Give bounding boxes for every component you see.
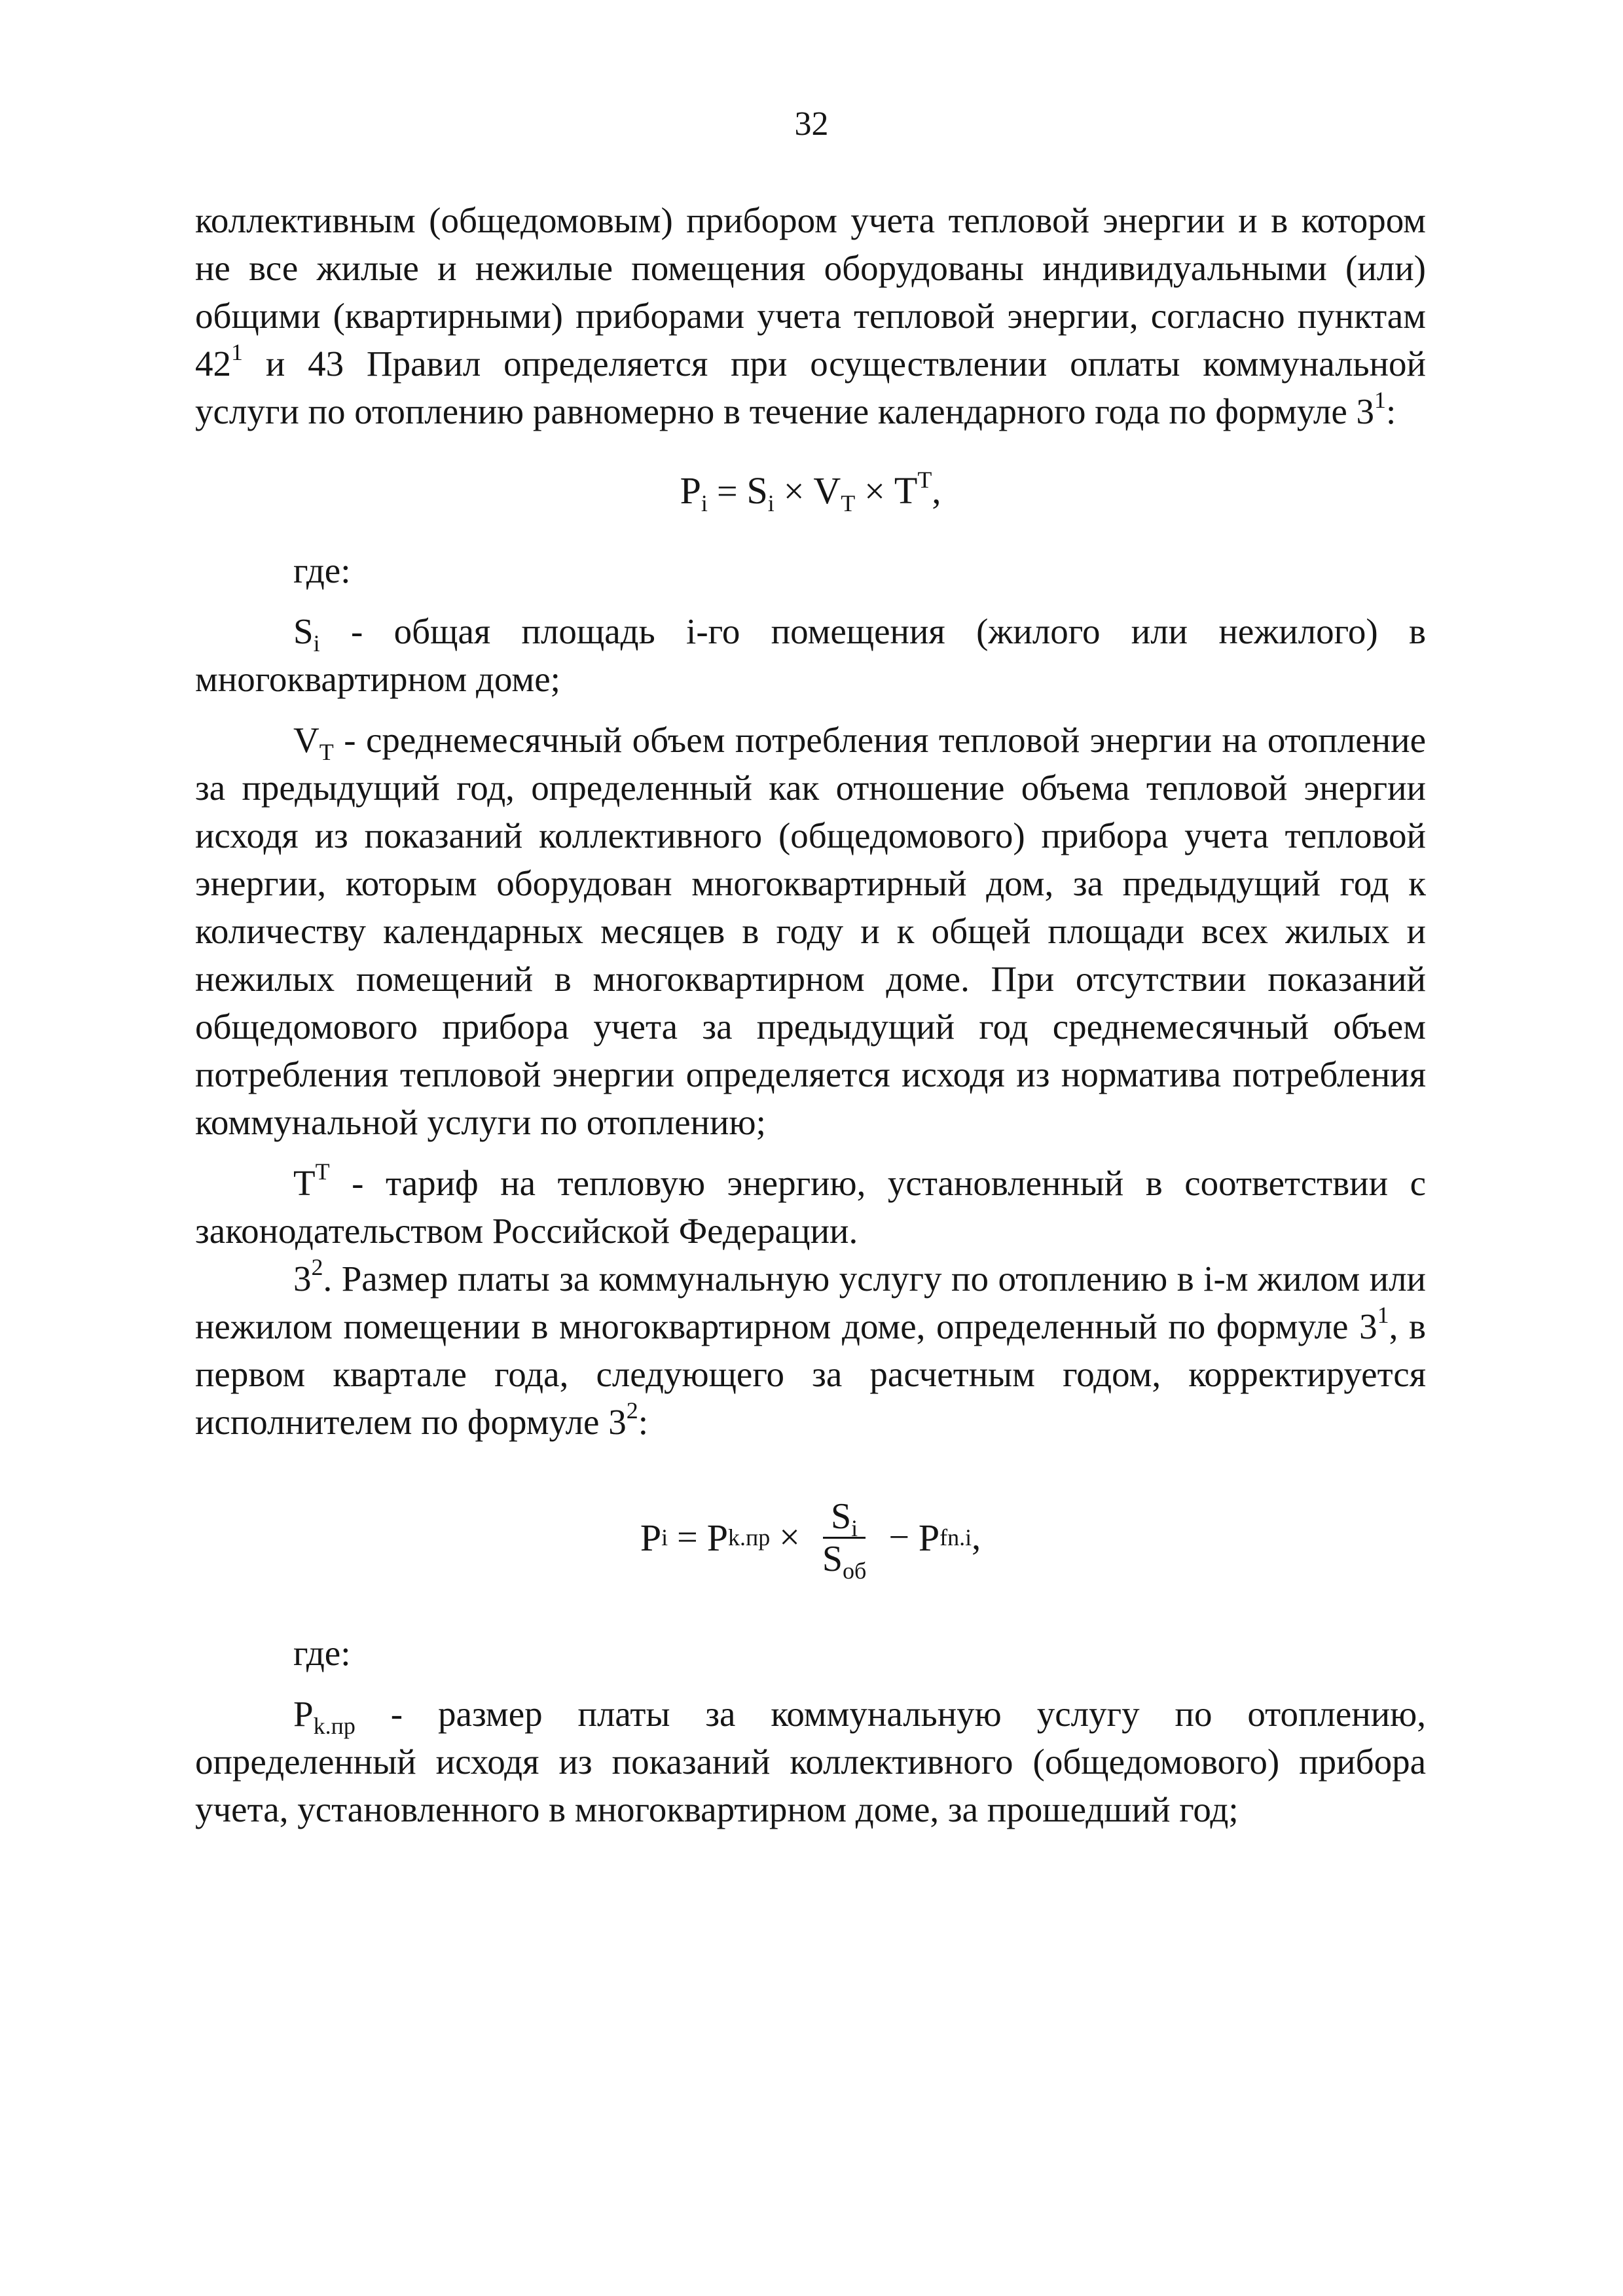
formula2-numerator (823, 1496, 866, 1539)
def-s-sub: i (313, 630, 320, 656)
where-label-2: где: (293, 1633, 351, 1673)
formula1-t: T (894, 469, 918, 512)
formula1-s-sub: i (767, 490, 775, 516)
formula1-p: P (680, 469, 701, 512)
document-body (195, 196, 1426, 1833)
def-s-text: - общая площадь i-го помещения (жилого или нежилого) в многоквартирном доме; (195, 611, 1426, 699)
formula2-den-s: S (822, 1538, 843, 1579)
p32-sup-b: 2 (626, 1397, 638, 1424)
formula2-pk: P (706, 1516, 728, 1559)
def-t-symbol: T (293, 1163, 316, 1203)
formula1-times2: × (855, 471, 894, 512)
definition-s-i (195, 607, 1426, 703)
formula2-minus: − (879, 1516, 919, 1558)
formula2-end: , (972, 1516, 981, 1558)
formula1-t-sup: T (917, 467, 932, 493)
formula2-pf: P (918, 1516, 940, 1559)
p32-text-b: , в первом квартале года, следующего за расчетным годом, корректируется исполнителем по формуле 3 (195, 1306, 1426, 1442)
def-v-text: - среднемесячный объем потребления тепловой энергии на отопление за предыдущий год, определенный как отношение объема тепловой энергии исходя из показаний коллективного (общедомового) прибора учета тепловой энергии, которым оборудован многоквартирный дом, за предыдущий год к количеству календарных месяцев в году и к общей площади всех жилых и нежилых помещений в многоквартирном доме. При отсутствии показаний общедомового прибора учета за предыдущий год среднемесячный объем потребления тепловой энергии определяется исходя из норматива потребления коммунальной услуги по отоплению; (195, 720, 1426, 1142)
intro-text-a: коллективным (общедомовым) прибором учета тепловой энергии и в котором не все жилые и нежилые помещения оборудованы индивидуальными (или) общими (квартирными) приборами учета тепловой энергии, согласно пунктам 42 (195, 200, 1426, 384)
formula-3-2: P i = P k.пр × $\frac{S_i}{S_{об}}$ − P fn.i , (640, 1496, 981, 1584)
def-v-symbol: V (293, 720, 319, 760)
p32-text-a: . Размер платы за коммунальную услугу по отоплению в i-м жилом или нежилом помещении в многоквартирном доме, определенный по формуле 3 (195, 1259, 1426, 1346)
intro-text-b: и 43 Правил определяется при осуществлении оплаты коммунальной услуги по отоплению равномерно в течение календарного года по формуле 3 (195, 344, 1426, 431)
def-s-symbol: S (293, 611, 314, 651)
formula2-times: × (770, 1516, 809, 1558)
formula1-s: S (746, 469, 768, 512)
def-pk-symbol: P (293, 1694, 314, 1734)
p32-number-sup: 2 (311, 1254, 323, 1280)
def-t-text: - тариф на тепловую энергию, установленный в соответствии с законодательством Российской Федерации. (195, 1163, 1426, 1251)
page-number: 32 (794, 105, 829, 143)
formula1-end: , (932, 471, 941, 512)
def-t-sup: T (315, 1158, 330, 1185)
intro-sup-a: 1 (231, 339, 243, 365)
definition-t-t (195, 1159, 1426, 1255)
intro-sup-b: 1 (1374, 387, 1387, 413)
formula2-fraction (814, 1496, 874, 1584)
formula2-num-sub: i (851, 1515, 858, 1541)
p32-number: 3 (293, 1259, 312, 1299)
def-pk-sub: k.пр (313, 1713, 356, 1739)
p32-sup-a: 1 (1377, 1302, 1389, 1328)
formula2-num-s: S (830, 1496, 852, 1537)
formula-3-1 (195, 435, 1426, 547)
formula2-den-sub: об (842, 1557, 867, 1584)
formula1-eq: = (707, 471, 747, 512)
formula1-times1: × (774, 471, 814, 512)
paragraph-intro (195, 196, 1426, 435)
formula1-p-sub: i (701, 490, 708, 516)
def-pk-text: - размер платы за коммунальную услугу по отоплению, определенный исходя из показаний коллективного (общедомового) прибора учета, установленного в многоквартирном доме, за прошедший год; (195, 1694, 1426, 1829)
def-v-sub: T (319, 739, 334, 765)
definition-v-t (195, 716, 1426, 1146)
formula2-denominator (814, 1538, 874, 1584)
paragraph-3-2 (195, 1255, 1426, 1446)
formula1-v-sub: T (841, 490, 856, 516)
formula1-v: V (813, 469, 841, 512)
where-label-1: где: (293, 550, 351, 590)
formula2-p: P (640, 1516, 662, 1559)
intro-text-c: : (1386, 391, 1396, 431)
p32-text-c: : (638, 1402, 648, 1442)
definition-p-k (195, 1690, 1426, 1833)
formula2-eq: = (668, 1516, 707, 1558)
